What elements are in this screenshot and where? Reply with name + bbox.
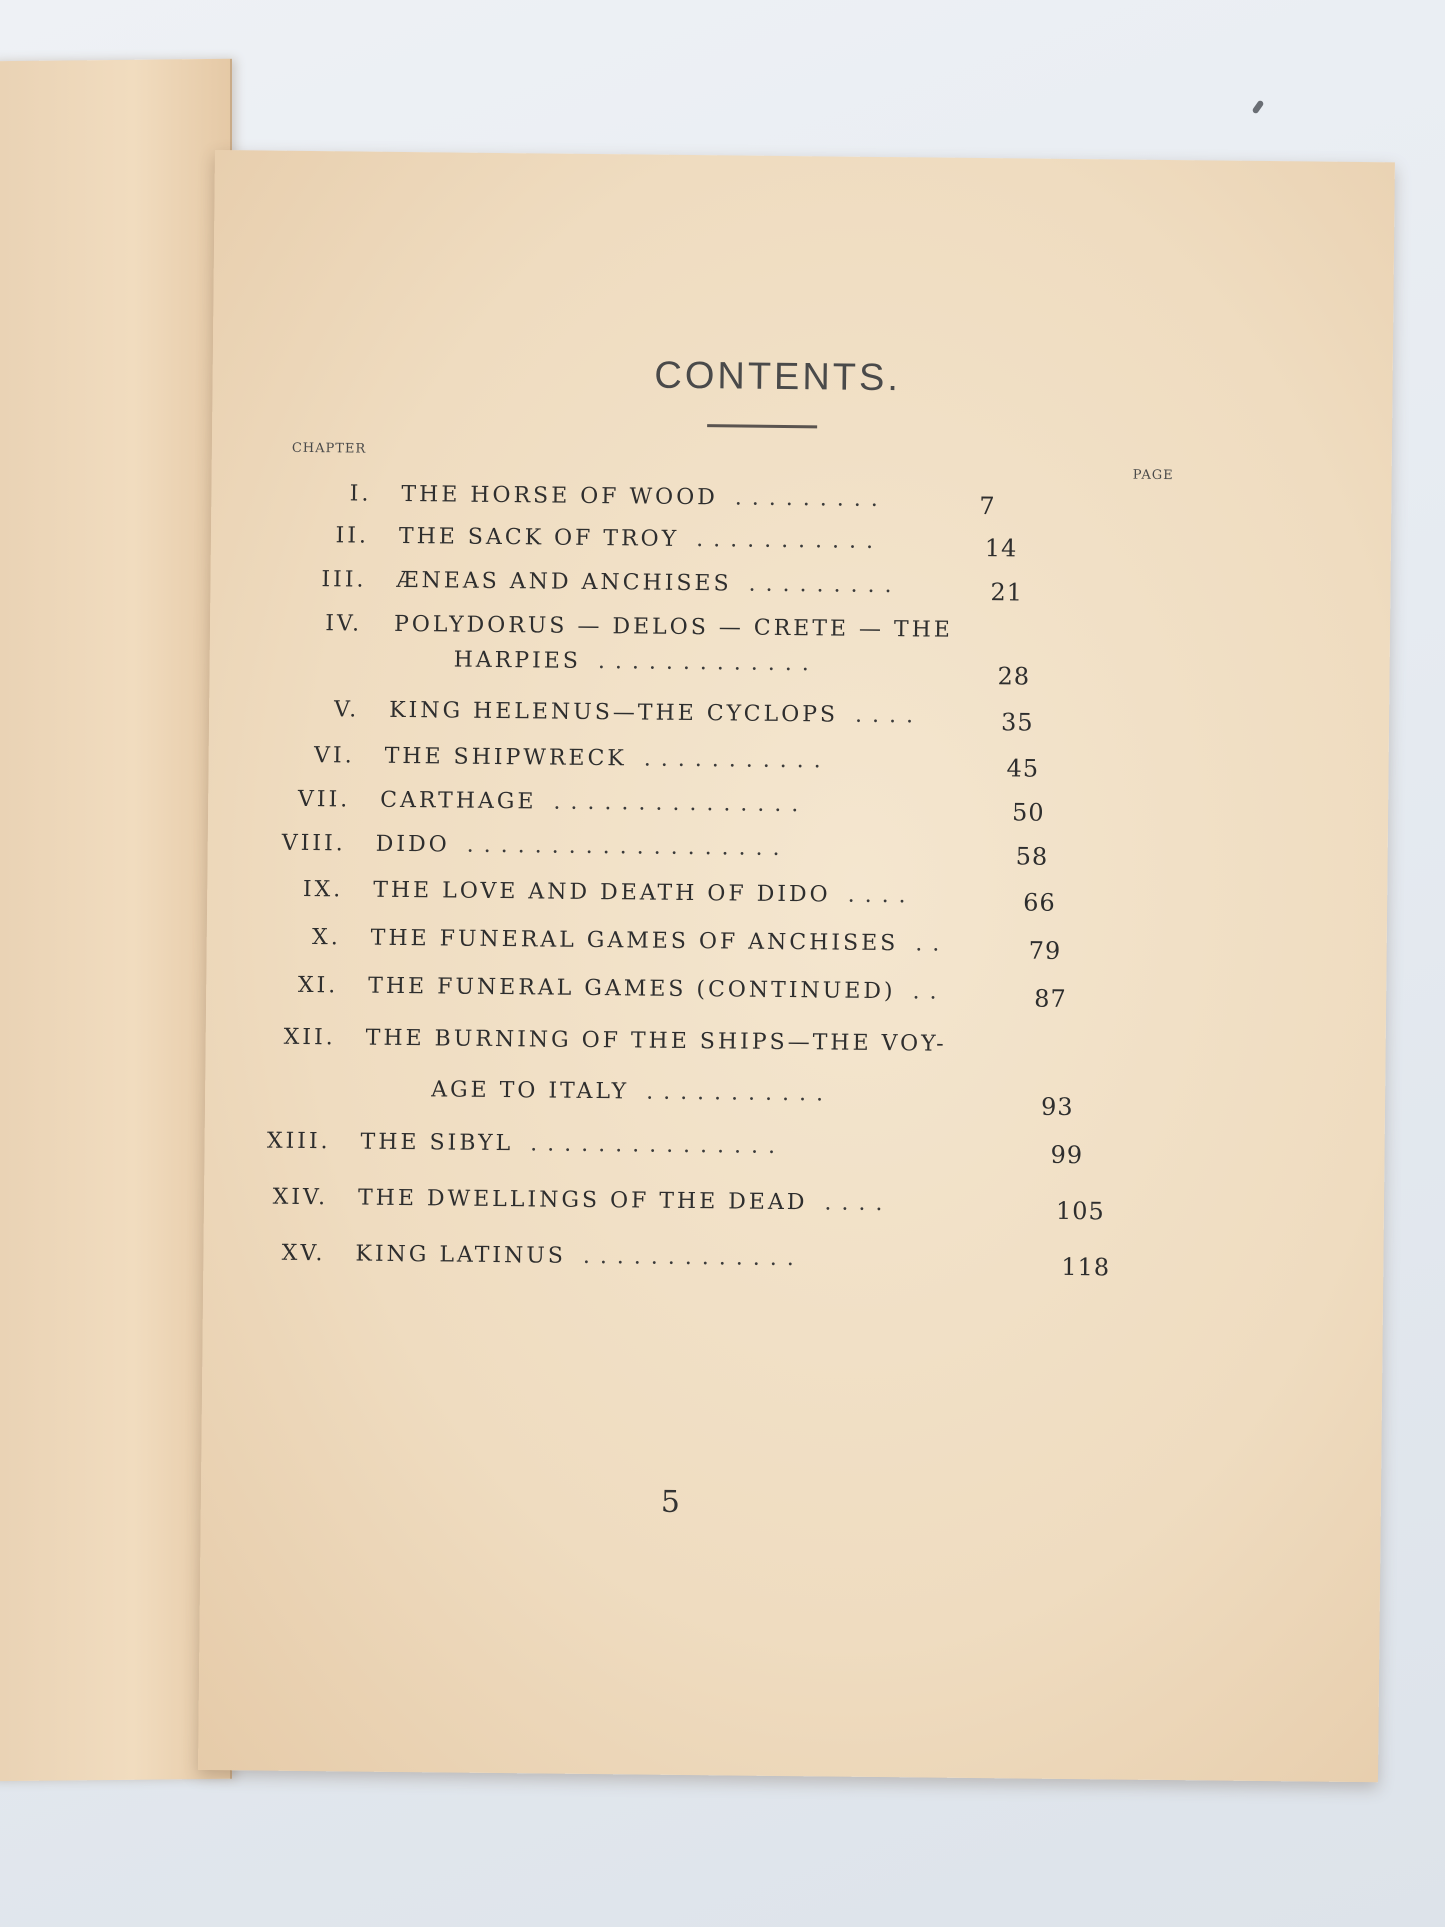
chapter-title-text: KING HELENUS—THE CYCLOPS <box>389 697 839 728</box>
chapter-numeral: XII. <box>283 1024 336 1051</box>
chapter-title-line <box>389 698 923 729</box>
dot-leader: ............... <box>513 1131 786 1160</box>
chapter-title-line <box>371 926 950 957</box>
page-number: 7 <box>979 492 996 521</box>
page-number: 50 <box>1011 798 1045 827</box>
chapter-title-line <box>401 482 888 512</box>
chapter-numeral: IX. <box>302 876 344 903</box>
dot-leader: .. <box>898 931 950 957</box>
chapter-numeral: VIII. <box>281 830 346 857</box>
page-number: 66 <box>1023 888 1056 917</box>
chapter-title-text: THE LOVE AND DEATH OF DIDO <box>373 877 831 908</box>
dot-leader: ............. <box>565 1243 804 1272</box>
chapter-column-label: CHAPTER <box>291 440 367 457</box>
dot-leader: .... <box>837 702 924 729</box>
toc-entry <box>266 1128 1285 1195</box>
page-number: 58 <box>1015 842 1049 871</box>
dot-leader: ................... <box>449 832 790 862</box>
dot-leader: .... <box>830 882 916 909</box>
page-column-label: PAGE <box>1132 467 1174 484</box>
chapter-title-text: AGE TO ITALY <box>431 1077 630 1105</box>
page-number: 99 <box>1050 1140 1084 1170</box>
chapter-title <box>365 1026 947 1108</box>
chapter-title-text: KING LATINUS <box>355 1241 567 1269</box>
page-number: 35 <box>1000 708 1034 737</box>
chapter-title-text: THE DWELLINGS OF THE DEAD <box>357 1185 808 1216</box>
chapter-title <box>368 974 947 1005</box>
chapter-numeral: XIV. <box>272 1184 329 1211</box>
chapter-title-text: THE SACK OF TROY <box>398 523 680 552</box>
page-number: 21 <box>990 578 1024 607</box>
page-number: 87 <box>1034 984 1067 1013</box>
chapter-title-text: POLYDORUS — DELOS — CRETE — THE <box>393 611 954 643</box>
left-book-leaf <box>0 59 232 1782</box>
chapter-title-line <box>454 648 953 678</box>
chapter-title-line <box>358 1186 893 1217</box>
book-page <box>198 150 1395 1782</box>
chapter-title <box>373 878 916 909</box>
dot-leader: .. <box>895 979 947 1005</box>
chapter-title <box>385 744 831 774</box>
dot-leader: ............. <box>580 648 819 677</box>
chapter-title-line <box>385 744 831 774</box>
chapter-title-text: THE HORSE OF WOOD <box>401 481 718 511</box>
chapter-title-text: THE BURNING OF THE SHIPS—THE VOY- <box>365 1025 947 1057</box>
contents-title: CONTENTS. <box>654 354 902 400</box>
background-speck <box>1252 100 1265 115</box>
chapter-numeral: XIII. <box>266 1128 331 1155</box>
chapter-numeral: XV. <box>281 1240 326 1267</box>
page-number: 93 <box>1040 1092 1074 1122</box>
chapter-numeral: V. <box>333 697 360 723</box>
chapter-title <box>358 1186 893 1217</box>
chapter-title-line <box>431 1077 946 1107</box>
chapter-title-text: THE FUNERAL GAMES (CONTINUED) <box>368 973 896 1005</box>
toc-entry <box>272 1184 1285 1251</box>
page-number: 28 <box>997 662 1031 691</box>
chapter-title-line <box>394 612 953 643</box>
chapter-title-text: CARTHAGE <box>380 787 537 815</box>
dot-leader: ......... <box>731 571 902 599</box>
chapter-title-line <box>380 788 808 817</box>
chapter-title-line <box>396 568 901 598</box>
chapter-numeral: II. <box>335 523 370 549</box>
dot-leader: .... <box>807 1190 893 1217</box>
chapter-numeral: VII. <box>297 786 351 813</box>
toc-entry <box>285 1025 1286 1139</box>
chapter-title-text: DIDO <box>375 831 450 858</box>
chapter-numeral: IV. <box>325 611 363 637</box>
chapter-title-text: THE SIBYL <box>360 1129 514 1157</box>
dot-leader: ......... <box>717 485 888 513</box>
dot-leader: ........... <box>679 526 884 555</box>
chapter-title-line <box>399 524 883 554</box>
page-number: 105 <box>1055 1196 1105 1226</box>
chapter-title-line <box>373 878 916 909</box>
chapter-title <box>401 482 888 512</box>
page-number: 79 <box>1028 936 1062 965</box>
chapter-title-text: THE SHIPWRECK <box>384 743 627 772</box>
chapter-title-line <box>376 832 790 861</box>
dot-leader: ........... <box>626 746 831 774</box>
chapter-title-text: THE FUNERAL GAMES OF ANCHISES <box>370 925 899 957</box>
chapter-title <box>371 926 950 957</box>
chapter-numeral: X. <box>311 925 341 951</box>
page-number: 118 <box>1061 1252 1111 1282</box>
table-of-contents <box>266 481 1291 1307</box>
title-rule <box>707 424 817 428</box>
chapter-title <box>355 1242 804 1272</box>
contents-page-body <box>266 351 1293 1520</box>
chapter-title-line <box>360 1130 785 1159</box>
chapter-numeral: I. <box>349 481 372 507</box>
page-folio: 5 <box>660 1484 681 1520</box>
chapter-title <box>396 568 901 598</box>
chapter-title-line <box>366 1026 947 1057</box>
page-number: 14 <box>984 534 1018 563</box>
chapter-title <box>360 1130 785 1159</box>
chapter-title-text: HARPIES <box>453 647 582 674</box>
chapter-numeral: III. <box>321 567 367 593</box>
toc-entry <box>289 611 1290 707</box>
dot-leader: ........... <box>629 1079 834 1107</box>
toc-entry <box>283 1241 1284 1307</box>
chapter-title <box>394 612 954 678</box>
chapter-title <box>376 832 790 861</box>
chapter-numeral: VI. <box>313 743 355 769</box>
chapter-title-text: ÆNEAS AND ANCHISES <box>396 567 732 597</box>
page-number: 45 <box>1006 754 1040 783</box>
chapter-title-line <box>368 974 947 1005</box>
dot-leader: ............... <box>536 789 809 818</box>
chapter-title <box>389 698 923 729</box>
chapter-title-line <box>355 1242 804 1272</box>
chapter-numeral: XI. <box>297 972 339 999</box>
chapter-title <box>380 788 808 817</box>
chapter-title <box>399 524 883 554</box>
